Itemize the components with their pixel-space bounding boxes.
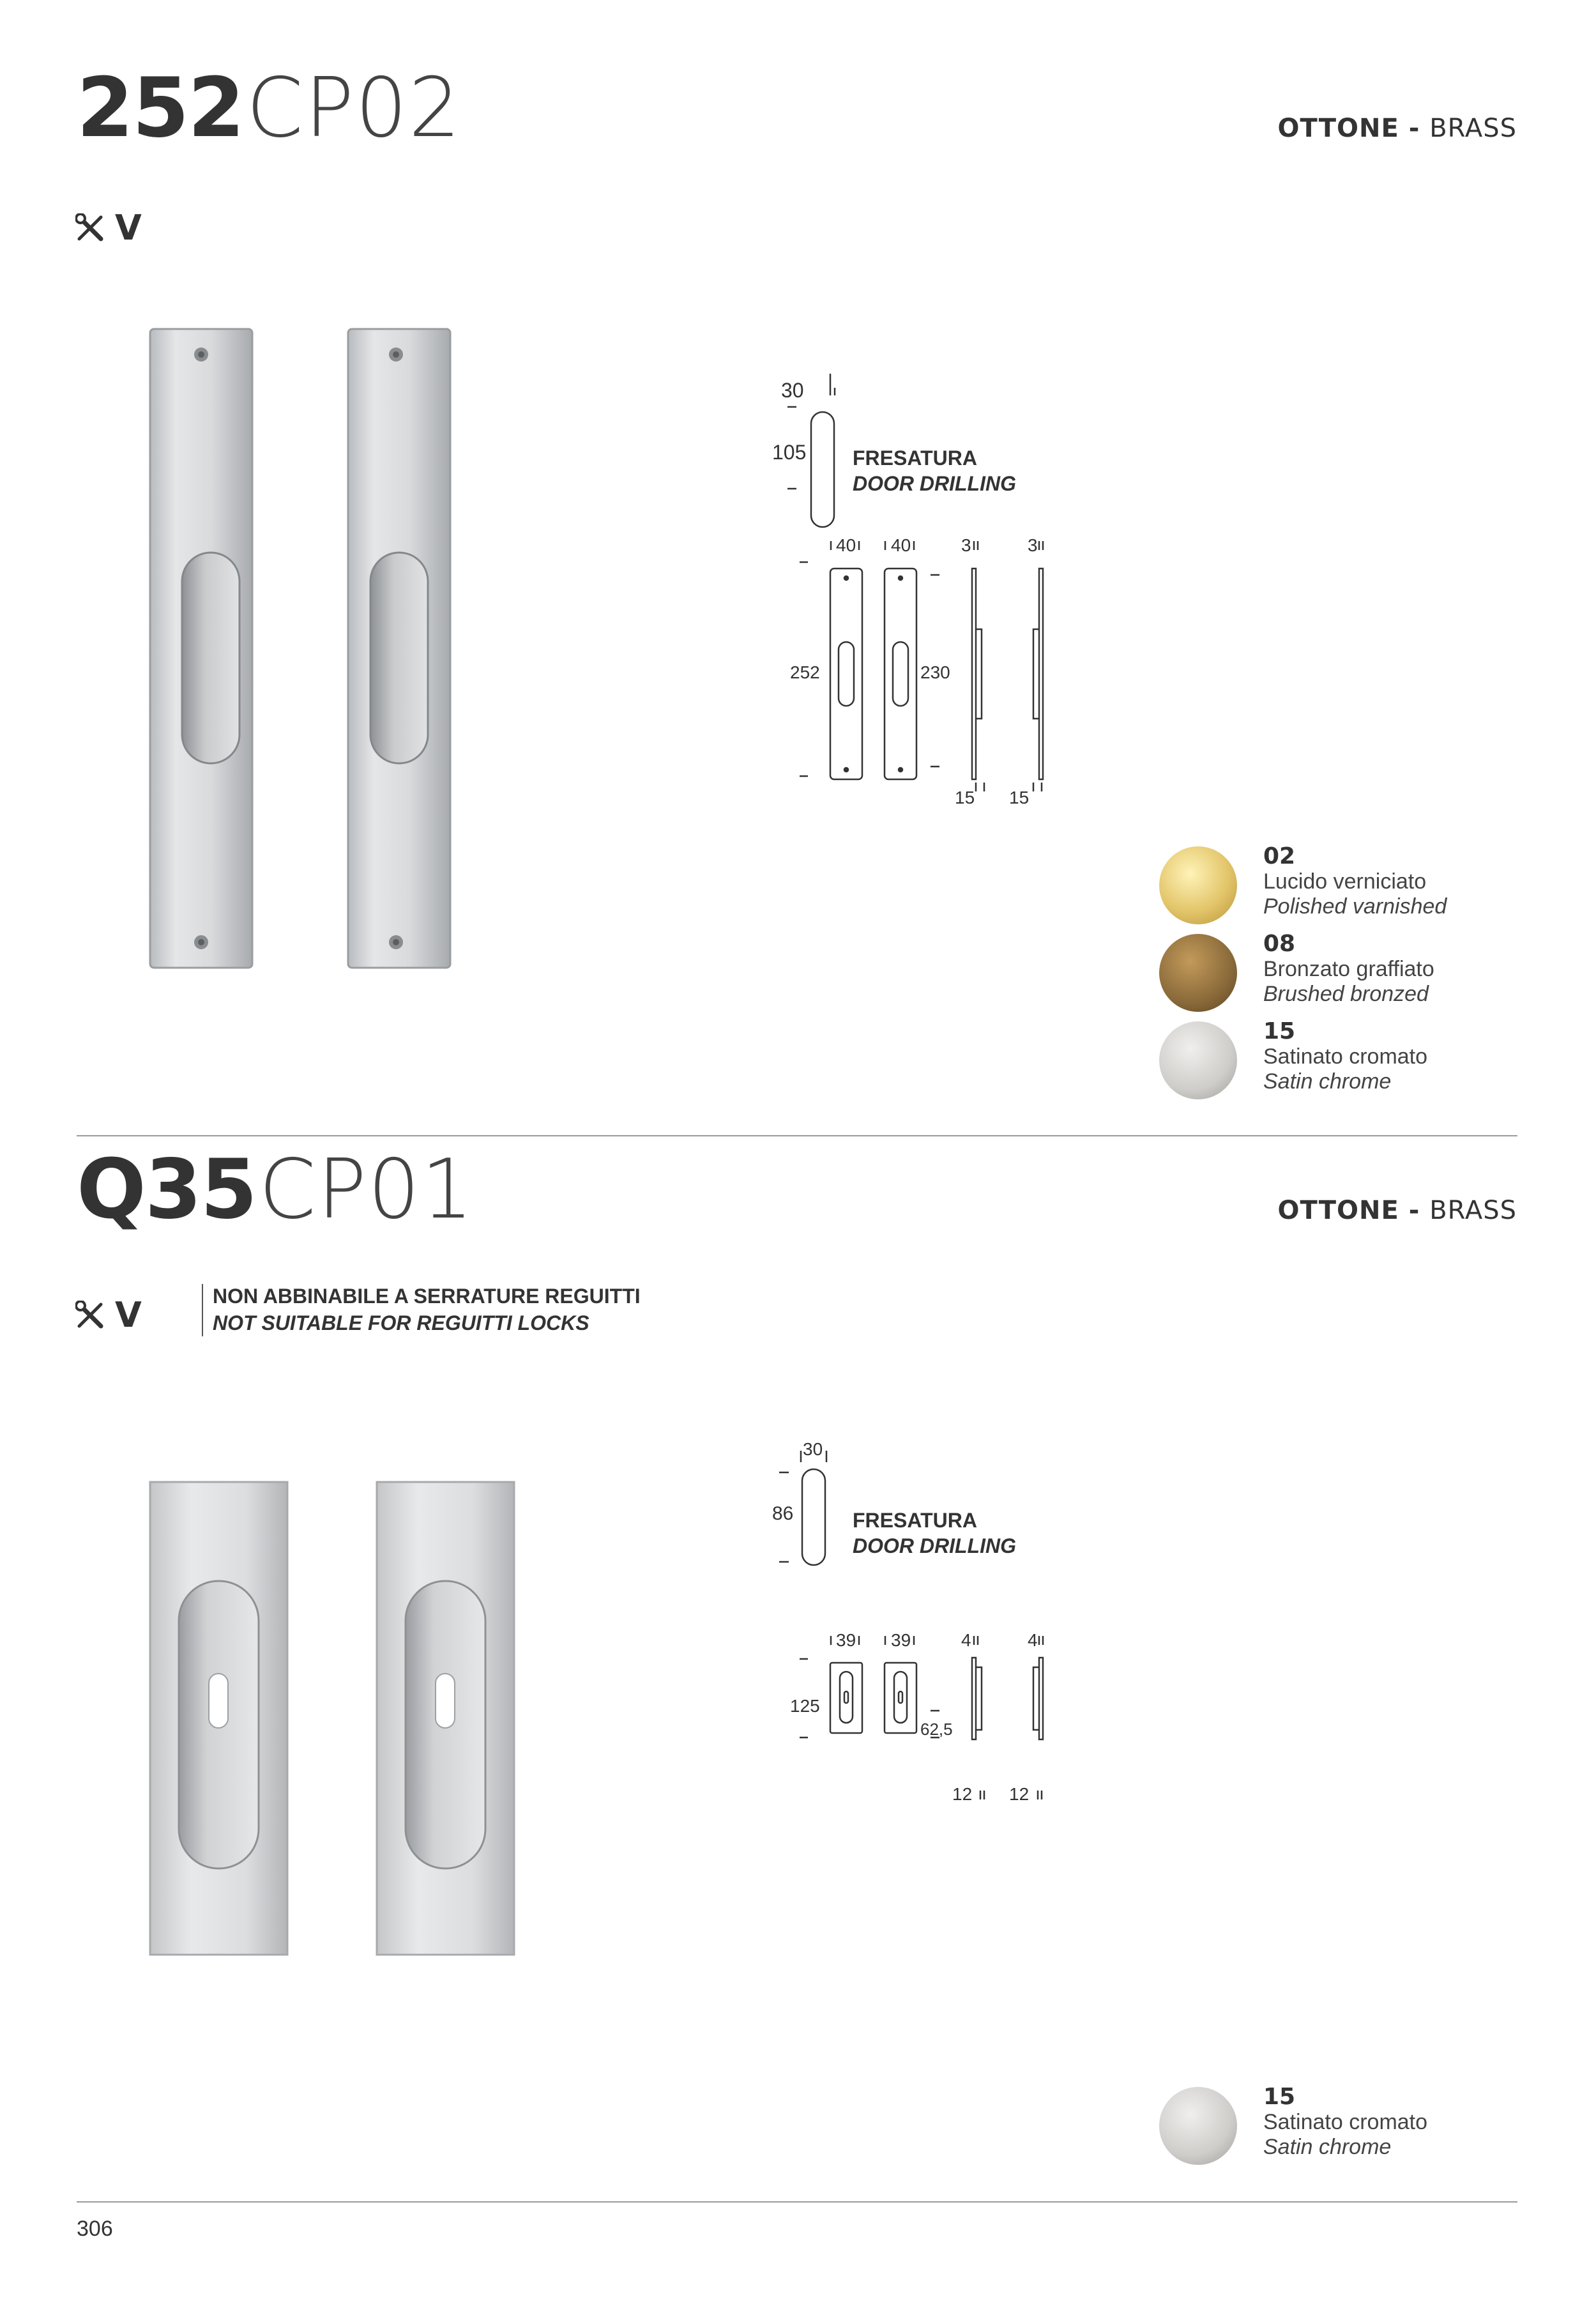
product-title bbox=[77, 61, 462, 156]
drilling-label bbox=[853, 1508, 1016, 1559]
dim-slot-width: 30 bbox=[803, 1439, 823, 1459]
tools-indicator bbox=[75, 208, 142, 248]
dim-width-1: 40 bbox=[836, 535, 856, 555]
finish-name-it: Satinato cromato bbox=[1263, 2110, 1428, 2134]
drilling-en: DOOR DRILLING bbox=[853, 472, 1016, 495]
finish-item bbox=[1263, 843, 1447, 919]
dim-thickness-1: 3 bbox=[961, 535, 971, 555]
finish-name-it: Lucido verniciato bbox=[1263, 869, 1427, 894]
dim-depth-2: 15 bbox=[1009, 788, 1030, 807]
drilling-it: FRESATURA bbox=[853, 447, 977, 470]
dim-thickness-2: 3 bbox=[1028, 535, 1038, 555]
finish-code: 15 bbox=[1263, 1018, 1296, 1044]
dim-depth-1: 15 bbox=[955, 788, 975, 807]
technical-drawing-q35 bbox=[763, 1434, 1095, 1830]
tools-icon bbox=[75, 1301, 105, 1330]
finish-code: 15 bbox=[1263, 2084, 1296, 2110]
dim-hole-height: 62,5 bbox=[920, 1720, 953, 1739]
technical-drawing-252 bbox=[763, 374, 1095, 821]
note-it: NON ABBINABILE A SERRATURE REGUITTI bbox=[213, 1285, 641, 1308]
model-variant: CP02 bbox=[246, 61, 462, 156]
dim-slot-height: 86 bbox=[772, 1503, 794, 1524]
model-code: 252 bbox=[77, 61, 244, 156]
product-photo-252-cp02 bbox=[144, 323, 476, 974]
note-en: NOT SUITABLE FOR REGUITTI LOCKS bbox=[213, 1311, 589, 1334]
dim-depth-1: 12 bbox=[952, 1784, 973, 1804]
finish-item bbox=[1263, 931, 1434, 1007]
dim-slot-height: 105 bbox=[772, 441, 807, 464]
dim-thickness-2: 4 bbox=[1028, 1630, 1038, 1650]
material-separator: - bbox=[1399, 114, 1430, 143]
material-it: OTTONE bbox=[1277, 1196, 1399, 1225]
dim-depth-2: 12 bbox=[1009, 1784, 1030, 1804]
plate-right bbox=[348, 329, 450, 968]
finish-item bbox=[1263, 2084, 1427, 2160]
drilling-en: DOOR DRILLING bbox=[853, 1534, 1016, 1557]
swatch-satin-chrome bbox=[1159, 1021, 1237, 1099]
dim-hole-distance: 230 bbox=[920, 662, 950, 682]
finish-name-en: Satin chrome bbox=[1263, 1069, 1392, 1094]
model-code: Q35 bbox=[77, 1142, 256, 1237]
material-separator: - bbox=[1399, 1196, 1430, 1225]
material-en: BRASS bbox=[1429, 1196, 1517, 1225]
finish-name-en: Polished varnished bbox=[1263, 894, 1447, 919]
footer-divider bbox=[77, 2201, 1517, 2203]
tool-letter: V bbox=[115, 1295, 142, 1335]
finish-code: 02 bbox=[1263, 843, 1296, 869]
plate-right bbox=[377, 1482, 514, 1955]
material-en: BRASS bbox=[1429, 114, 1517, 143]
dim-slot-width: 30 bbox=[781, 379, 804, 402]
dim-total-height: 125 bbox=[790, 1696, 820, 1716]
material-label bbox=[1277, 1196, 1517, 1225]
finish-item bbox=[1263, 1018, 1427, 1094]
drilling-it: FRESATURA bbox=[853, 1509, 977, 1532]
model-variant: CP01 bbox=[259, 1142, 475, 1237]
dim-width-1: 39 bbox=[836, 1630, 856, 1650]
dim-width-2: 40 bbox=[891, 535, 911, 555]
material-label bbox=[1277, 114, 1517, 143]
tools-indicator bbox=[75, 1295, 142, 1335]
finish-code: 08 bbox=[1263, 931, 1296, 957]
swatch-satin-chrome bbox=[1159, 2087, 1237, 2165]
finish-name-it: Bronzato graffiato bbox=[1263, 957, 1434, 981]
dim-width-2: 39 bbox=[891, 1630, 911, 1650]
drilling-label bbox=[853, 445, 1016, 496]
compatibility-note bbox=[213, 1283, 641, 1336]
drawing-lines bbox=[763, 374, 1095, 821]
tool-letter: V bbox=[115, 208, 142, 248]
swatch-polished-varnished bbox=[1159, 846, 1237, 924]
product-title bbox=[77, 1142, 475, 1237]
finishes-list-252 bbox=[1159, 843, 1517, 1111]
section-divider bbox=[77, 1135, 1517, 1136]
product-photo-q35-cp01 bbox=[144, 1476, 527, 1961]
swatch-brushed-bronzed bbox=[1159, 934, 1237, 1012]
page-number: 306 bbox=[77, 2217, 113, 2241]
dim-total-height: 252 bbox=[790, 662, 820, 682]
plate-left bbox=[150, 1482, 287, 1955]
finish-name-it: Satinato cromato bbox=[1263, 1044, 1428, 1069]
material-it: OTTONE bbox=[1277, 114, 1399, 143]
plate-left bbox=[150, 329, 252, 968]
note-separator bbox=[202, 1284, 203, 1336]
drawing-lines bbox=[763, 1434, 1095, 1830]
tools-icon bbox=[75, 213, 105, 243]
finishes-list-q35 bbox=[1159, 2084, 1517, 2180]
dim-thickness-1: 4 bbox=[961, 1630, 971, 1650]
finish-name-en: Brushed bronzed bbox=[1263, 982, 1429, 1006]
finish-name-en: Satin chrome bbox=[1263, 2135, 1392, 2159]
